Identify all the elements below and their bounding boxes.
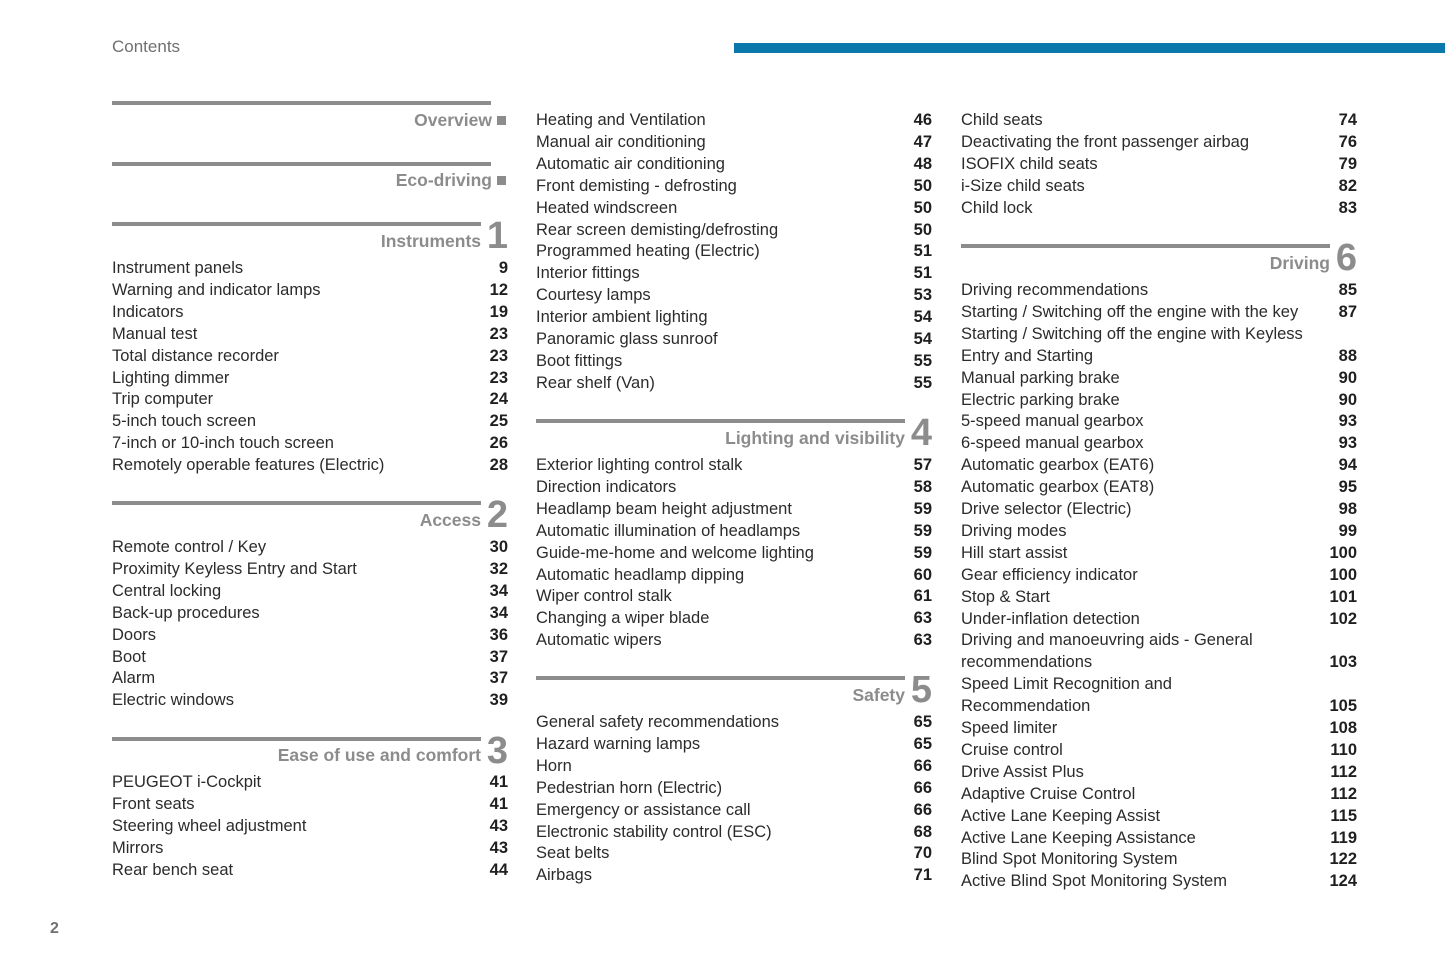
toc-entry-title: Central locking: [112, 581, 222, 600]
toc-entry-page: 85: [1338, 281, 1357, 299]
toc-entry-title: Total distance recorder: [112, 346, 279, 365]
toc-entry-page: 65: [913, 713, 932, 731]
toc-entry[interactable]: [961, 651, 1357, 673]
toc-entry[interactable]: [112, 837, 508, 859]
toc-entry[interactable]: [112, 771, 508, 793]
toc-entry-title: Indicators: [112, 302, 184, 321]
toc-entry-page: 51: [913, 264, 932, 283]
toc-entry[interactable]: [961, 827, 1357, 849]
toc-entry-title: General safety recommendations: [536, 713, 780, 731]
toc-entry[interactable]: [536, 607, 932, 629]
toc-entry-page: 63: [913, 609, 932, 628]
toc-entry-title: Hazard warning lamps: [536, 734, 701, 753]
toc-entry-title: Guide-me-home and welcome lighting: [536, 543, 814, 562]
toc-entry-title: Panoramic glass sunroof: [536, 330, 718, 348]
toc-entry-page: 55: [913, 351, 932, 370]
toc-entry-page: 68: [913, 822, 932, 841]
toc-entry-title: Gear efficiency indicator: [961, 565, 1138, 584]
toc-entry-page: 105: [1329, 697, 1357, 716]
toc-entry-title: Horn: [536, 756, 572, 775]
toc-entry[interactable]: [961, 870, 1357, 892]
toc-entry-page: 44: [489, 860, 508, 879]
toc-entry[interactable]: [961, 717, 1357, 739]
toc-entry-title: Child lock: [961, 198, 1033, 217]
toc-entry-title: Interior fittings: [536, 264, 640, 283]
toc-entry-title: Front demisting - defrosting: [536, 176, 737, 195]
toc-entry-page: 23: [489, 324, 508, 343]
toc-entry-title: Emergency or assistance call: [536, 800, 751, 819]
toc-entry[interactable]: [961, 454, 1357, 476]
toc-entry-page: 41: [489, 773, 508, 791]
toc-entry-page: 58: [913, 477, 932, 496]
toc-entry-title: Trip computer: [112, 390, 214, 409]
toc-entry[interactable]: [536, 197, 932, 219]
toc-entry-page: 34: [489, 603, 508, 622]
toc-entry[interactable]: [536, 777, 932, 799]
toc-entry[interactable]: [112, 859, 508, 881]
toc-entry-title: Active Lane Keeping Assistance: [961, 828, 1196, 847]
toc-entry[interactable]: [961, 476, 1357, 498]
toc-entry-page: 101: [1329, 587, 1357, 606]
toc-entry-page: 108: [1329, 719, 1357, 737]
toc-entry[interactable]: [112, 367, 508, 389]
toc-entry-title: recommendations: [961, 653, 1093, 672]
toc-entry-title: Automatic headlamp dipping: [536, 565, 745, 584]
toc-entry-title: Manual test: [112, 324, 198, 343]
toc-entry[interactable]: [961, 175, 1357, 197]
section-lighting-visibility[interactable]: [536, 412, 932, 455]
toc-entry[interactable]: [961, 805, 1357, 827]
section-eco-driving[interactable]: [112, 162, 508, 198]
toc-entry-page: 115: [1330, 806, 1357, 825]
toc-entry-title: Adaptive Cruise Control: [961, 784, 1136, 803]
toc-entry[interactable]: [961, 673, 1357, 695]
toc-entry[interactable]: [961, 197, 1357, 219]
toc-entry-page: 66: [913, 756, 932, 775]
section-number: 1: [486, 215, 508, 257]
section-overview[interactable]: [112, 101, 508, 137]
toc-entry-title: Driving and manoeuvring aids - General: [961, 631, 1253, 650]
toc-entry[interactable]: [536, 542, 932, 564]
toc-entry-title: 6-speed manual gearbox: [961, 434, 1144, 453]
toc-entry-title: Instrument panels: [112, 259, 244, 277]
toc-entry[interactable]: [112, 388, 508, 410]
toc-entry-page: 24: [489, 390, 508, 409]
toc-entry-page: 60: [913, 565, 932, 584]
section-number: 3: [486, 730, 508, 772]
toc-entry-title: Entry and Starting: [961, 346, 1094, 365]
toc-entry-page: 25: [489, 412, 508, 431]
toc-entry-title: Front seats: [112, 794, 195, 813]
toc-entry-page: 19: [489, 302, 508, 321]
section-title: Access: [419, 510, 481, 530]
toc-entry-title: Wiper control stalk: [536, 587, 672, 606]
toc-entry-page: 82: [1338, 176, 1357, 195]
toc-entry[interactable]: [961, 432, 1357, 454]
toc-entry-title: Blind Spot Monitoring System: [961, 850, 1178, 869]
toc-entry[interactable]: [961, 586, 1357, 608]
section-safety[interactable]: [536, 669, 932, 712]
toc-entry-page: 66: [913, 778, 932, 797]
toc-entry[interactable]: [536, 476, 932, 498]
toc-entry-page: 37: [489, 669, 508, 688]
toc-entry-page: 70: [913, 844, 932, 863]
toc-entry-page: 103: [1329, 653, 1357, 672]
section-title: Safety: [852, 685, 905, 705]
toc-entry-title: ISOFIX child seats: [961, 154, 1098, 173]
toc-entry-title: Direction indicators: [536, 477, 677, 496]
toc-entry-title: Automatic air conditioning: [536, 154, 725, 173]
toc-entry-page: 74: [1338, 111, 1357, 129]
toc-entry-page: 55: [913, 373, 932, 392]
toc-entry[interactable]: [536, 864, 932, 886]
toc-entry-title: 5-speed manual gearbox: [961, 412, 1144, 431]
toc-entry[interactable]: [112, 689, 508, 711]
toc-entry-title: Alarm: [112, 669, 156, 688]
toc-entry-page: 23: [489, 368, 508, 387]
toc-entry-title: Starting / Switching off the engine with Keyless: [961, 324, 1303, 343]
toc-entry-page: 90: [1338, 368, 1357, 387]
toc-entry-title: Airbags: [536, 866, 592, 885]
toc-entry[interactable]: [112, 345, 508, 367]
toc-entry[interactable]: [536, 454, 932, 476]
toc-entry-title: Electronic stability control (ESC): [536, 822, 772, 841]
toc-entry-page: 23: [489, 346, 508, 365]
toc-entry[interactable]: [112, 646, 508, 668]
toc-entry-page: 50: [913, 220, 932, 239]
toc-entry[interactable]: [961, 848, 1357, 870]
toc-entry-title: Active Blind Spot Monitoring System: [961, 872, 1227, 891]
toc-entry-page: 41: [489, 794, 508, 813]
toc-entry-title: Remote control / Key: [112, 538, 267, 556]
toc-entry-title: Automatic gearbox (EAT6): [961, 456, 1155, 475]
toc-entry[interactable]: [112, 279, 508, 301]
section-number: 2: [486, 494, 508, 536]
toc-entry-title: Deactivating the front passenger airbag: [961, 132, 1250, 151]
toc-entry[interactable]: [536, 284, 932, 306]
toc-entry[interactable]: [536, 262, 932, 284]
toc-entry-page: 119: [1330, 828, 1357, 847]
toc-entry-title: Steering wheel adjustment: [112, 816, 307, 835]
toc-entry[interactable]: [536, 799, 932, 821]
toc-entry-page: 50: [913, 176, 932, 195]
section-instruments[interactable]: [112, 215, 508, 258]
toc-entry-page: 39: [489, 691, 508, 710]
toc-entry[interactable]: [961, 410, 1357, 432]
toc-entry-title: Interior ambient lighting: [536, 308, 708, 327]
toc-entry-page: 59: [913, 521, 932, 540]
section-title: Eco-driving: [395, 170, 492, 190]
toc-entry-title: Doors: [112, 625, 157, 644]
toc-entry-page: 32: [489, 559, 508, 578]
toc-entry-page: 66: [913, 800, 932, 819]
toc-entry-page: 50: [913, 198, 932, 217]
toc-entry-title: Under-inflation detection: [961, 609, 1140, 628]
header-accent-bar: [734, 43, 1445, 53]
toc-entry-page: 71: [913, 866, 932, 885]
toc-entry-title: Mirrors: [112, 838, 164, 857]
toc-entry-title: Programmed heating (Electric): [536, 242, 760, 261]
toc-entry[interactable]: [536, 842, 932, 864]
toc-entry-page: 59: [913, 499, 932, 518]
toc-entry[interactable]: [112, 454, 508, 476]
toc-entry[interactable]: [536, 328, 932, 350]
toc-entry-title: Child seats: [961, 111, 1043, 129]
toc-entry[interactable]: [112, 624, 508, 646]
toc-entry-page: 61: [913, 587, 932, 606]
toc-entry[interactable]: [112, 323, 508, 345]
toc-entry[interactable]: [961, 608, 1357, 630]
toc-entry[interactable]: [112, 558, 508, 580]
square-marker-icon: [497, 176, 506, 185]
toc-entry-title: Manual parking brake: [961, 368, 1120, 387]
section-ease-of-use[interactable]: [112, 730, 508, 773]
toc-entry-page: 95: [1338, 478, 1357, 497]
toc-entry-page: 112: [1330, 762, 1357, 781]
toc-entry-page: 26: [489, 434, 508, 453]
toc-entry-title: Automatic gearbox (EAT8): [961, 478, 1155, 497]
toc-entry-title: Recommendation: [961, 697, 1091, 716]
toc-entry[interactable]: [961, 520, 1357, 542]
toc-entry-title: Headlamp beam height adjustment: [536, 499, 792, 518]
toc-entry-title: 5-inch touch screen: [112, 412, 256, 431]
toc-entry-page: 124: [1329, 872, 1357, 891]
toc-entry-page: 110: [1330, 740, 1357, 759]
toc-entry-page: 48: [913, 154, 932, 173]
section-number: 5: [910, 669, 932, 711]
toc-entry-page: 59: [913, 543, 932, 562]
toc-entry-title: Back-up procedures: [112, 603, 260, 622]
toc-entry-page: 36: [489, 625, 508, 644]
toc-entry-page: 43: [489, 838, 508, 857]
toc-entry[interactable]: [536, 564, 932, 586]
toc-entry[interactable]: [536, 109, 932, 131]
toc-entry[interactable]: [536, 350, 932, 372]
toc-entry[interactable]: [536, 175, 932, 197]
toc-entry-title: Automatic illumination of headlamps: [536, 521, 801, 540]
toc-entry[interactable]: [112, 536, 508, 558]
section-title: Driving: [1269, 253, 1330, 273]
toc-entry-title: i-Size child seats: [961, 176, 1085, 195]
section-driving[interactable]: [961, 237, 1357, 280]
toc-entry[interactable]: [112, 580, 508, 602]
section-access[interactable]: [112, 494, 508, 537]
section-title: Ease of use and comfort: [277, 745, 481, 765]
toc-entry-title: Heating and Ventilation: [536, 111, 706, 129]
toc-entry-title: Automatic wipers: [536, 631, 662, 650]
toc-entry[interactable]: [536, 372, 932, 394]
section-title: Overview: [414, 110, 492, 130]
toc-entry[interactable]: [112, 301, 508, 323]
toc-entry-page: 87: [1338, 302, 1357, 321]
toc-entry-page: 57: [913, 456, 932, 474]
toc-entry-title: Speed limiter: [961, 719, 1058, 737]
toc-entry[interactable]: [961, 695, 1357, 717]
toc-entry-title: Starting / Switching off the engine with the key: [961, 302, 1299, 321]
toc-entry-title: 7-inch or 10-inch touch screen: [112, 434, 334, 453]
toc-entry-title: Active Lane Keeping Assist: [961, 806, 1161, 825]
toc-entry-page: 94: [1338, 456, 1357, 475]
toc-entry-page: 34: [489, 581, 508, 600]
toc-entry-title: Boot: [112, 647, 146, 666]
toc-entry[interactable]: [536, 219, 932, 241]
toc-entry[interactable]: [112, 410, 508, 432]
section-number: 6: [1335, 237, 1357, 279]
toc-entry[interactable]: [961, 279, 1357, 301]
toc-entry-page: 79: [1338, 154, 1357, 173]
toc-entry-page: 12: [489, 280, 508, 299]
toc-entry[interactable]: [961, 739, 1357, 761]
page-header-title: Contents: [112, 37, 181, 56]
toc-entry-page: 43: [489, 816, 508, 835]
toc-entry-title: Pedestrian horn (Electric): [536, 778, 723, 797]
section-title: Instruments: [380, 231, 481, 251]
toc-entry-page: 93: [1338, 434, 1357, 453]
toc-entry[interactable]: [536, 153, 932, 175]
toc-entry-page: 88: [1338, 346, 1357, 365]
toc-entry-page: 46: [913, 111, 932, 129]
toc-entry-page: 112: [1330, 784, 1357, 803]
toc-entry[interactable]: [961, 323, 1357, 345]
toc-entry-page: 51: [913, 242, 932, 261]
toc-entry-page: 93: [1338, 412, 1357, 431]
toc-entry-title: Cruise control: [961, 740, 1063, 759]
toc-entry[interactable]: [536, 520, 932, 542]
toc-entry-title: Drive selector (Electric): [961, 500, 1132, 518]
toc-entry[interactable]: [961, 367, 1357, 389]
toc-entry-title: Lighting dimmer: [112, 368, 230, 387]
page-number: 2: [50, 920, 59, 937]
toc-entry-title: Heated windscreen: [536, 198, 678, 217]
toc-entry[interactable]: [536, 755, 932, 777]
toc-entry[interactable]: [961, 761, 1357, 783]
toc-entry-title: Electric windows: [112, 691, 234, 710]
toc-entry-page: 54: [913, 308, 932, 327]
toc-entry[interactable]: [536, 585, 932, 607]
toc-entry-title: Stop & Start: [961, 587, 1050, 606]
toc-entry[interactable]: [961, 783, 1357, 805]
toc-entry[interactable]: [536, 821, 932, 843]
toc-entry[interactable]: [112, 667, 508, 689]
toc-entry[interactable]: [536, 498, 932, 520]
toc-entry-title: Boot fittings: [536, 351, 623, 370]
toc-entry[interactable]: [961, 301, 1357, 323]
toc-entry-page: 102: [1329, 609, 1357, 628]
toc-entry-page: 65: [913, 734, 932, 753]
toc-entry-title: Remotely operable features (Electric): [112, 456, 385, 475]
toc-entry[interactable]: [961, 498, 1357, 520]
toc-entry-page: 76: [1338, 132, 1357, 151]
toc-entry-title: PEUGEOT i-Cockpit: [112, 773, 262, 791]
section-number: 4: [910, 412, 932, 454]
toc-entry-page: 53: [913, 286, 932, 305]
toc-entry-page: 63: [913, 631, 932, 650]
toc-entry-page: 83: [1338, 198, 1357, 217]
toc-entry[interactable]: [112, 793, 508, 815]
toc-entry-title: Hill start assist: [961, 543, 1068, 562]
toc-entry[interactable]: [961, 153, 1357, 175]
section-title: Lighting and visibility: [725, 428, 905, 448]
toc-entry[interactable]: [112, 602, 508, 624]
toc-entry[interactable]: [536, 131, 932, 153]
toc-entry-title: Changing a wiper blade: [536, 609, 710, 628]
toc-entry-page: 100: [1329, 565, 1357, 584]
toc-entry-title: Exterior lighting control stalk: [536, 456, 743, 474]
toc-entry[interactable]: [961, 109, 1357, 131]
toc-entry-title: Rear screen demisting/defrosting: [536, 220, 779, 239]
toc-entry[interactable]: [536, 306, 932, 328]
toc-entry[interactable]: [112, 257, 508, 279]
toc-entry[interactable]: [536, 711, 932, 733]
toc-entry[interactable]: [961, 345, 1357, 367]
toc-entry-title: Speed Limit Recognition and: [961, 675, 1172, 694]
toc-entry-page: 100: [1329, 543, 1357, 562]
toc-entry[interactable]: [961, 542, 1357, 564]
toc-entry-page: 99: [1338, 521, 1357, 540]
toc-entry[interactable]: [112, 815, 508, 837]
toc-entry-title: Courtesy lamps: [536, 286, 651, 305]
toc-entry-title: Driving modes: [961, 521, 1067, 540]
toc-entry-title: Manual air conditioning: [536, 132, 706, 151]
toc-entry[interactable]: [961, 564, 1357, 586]
toc-entry-page: 9: [498, 259, 508, 277]
toc-entry-title: Proximity Keyless Entry and Start: [112, 559, 357, 578]
toc-entry-page: 30: [489, 538, 508, 556]
toc-entry-title: Rear shelf (Van): [536, 373, 655, 392]
toc-entry-page: 98: [1338, 500, 1357, 518]
toc-entry[interactable]: [961, 629, 1357, 651]
toc-entry-page: 122: [1329, 850, 1357, 869]
toc-entry[interactable]: [536, 733, 932, 755]
toc-entry-title: Rear bench seat: [112, 860, 234, 879]
toc-entry[interactable]: [112, 432, 508, 454]
toc-entry-title: Electric parking brake: [961, 390, 1120, 409]
toc-entry-page: 37: [489, 647, 508, 666]
toc-entry-page: 47: [913, 132, 932, 151]
toc-entry-title: Drive Assist Plus: [961, 762, 1084, 781]
toc-entry-page: 28: [489, 456, 508, 475]
toc-entry[interactable]: [961, 131, 1357, 153]
square-marker-icon: [497, 116, 506, 125]
toc-entry-page: 54: [913, 330, 932, 348]
toc-entry-title: Seat belts: [536, 844, 610, 863]
toc-entry[interactable]: [536, 629, 932, 651]
toc-entry[interactable]: [536, 240, 932, 262]
toc-entry[interactable]: [961, 389, 1357, 411]
toc-entry-title: Warning and indicator lamps: [112, 280, 321, 299]
toc-entry-title: Driving recommendations: [961, 281, 1149, 299]
toc-entry-page: 90: [1338, 390, 1357, 409]
